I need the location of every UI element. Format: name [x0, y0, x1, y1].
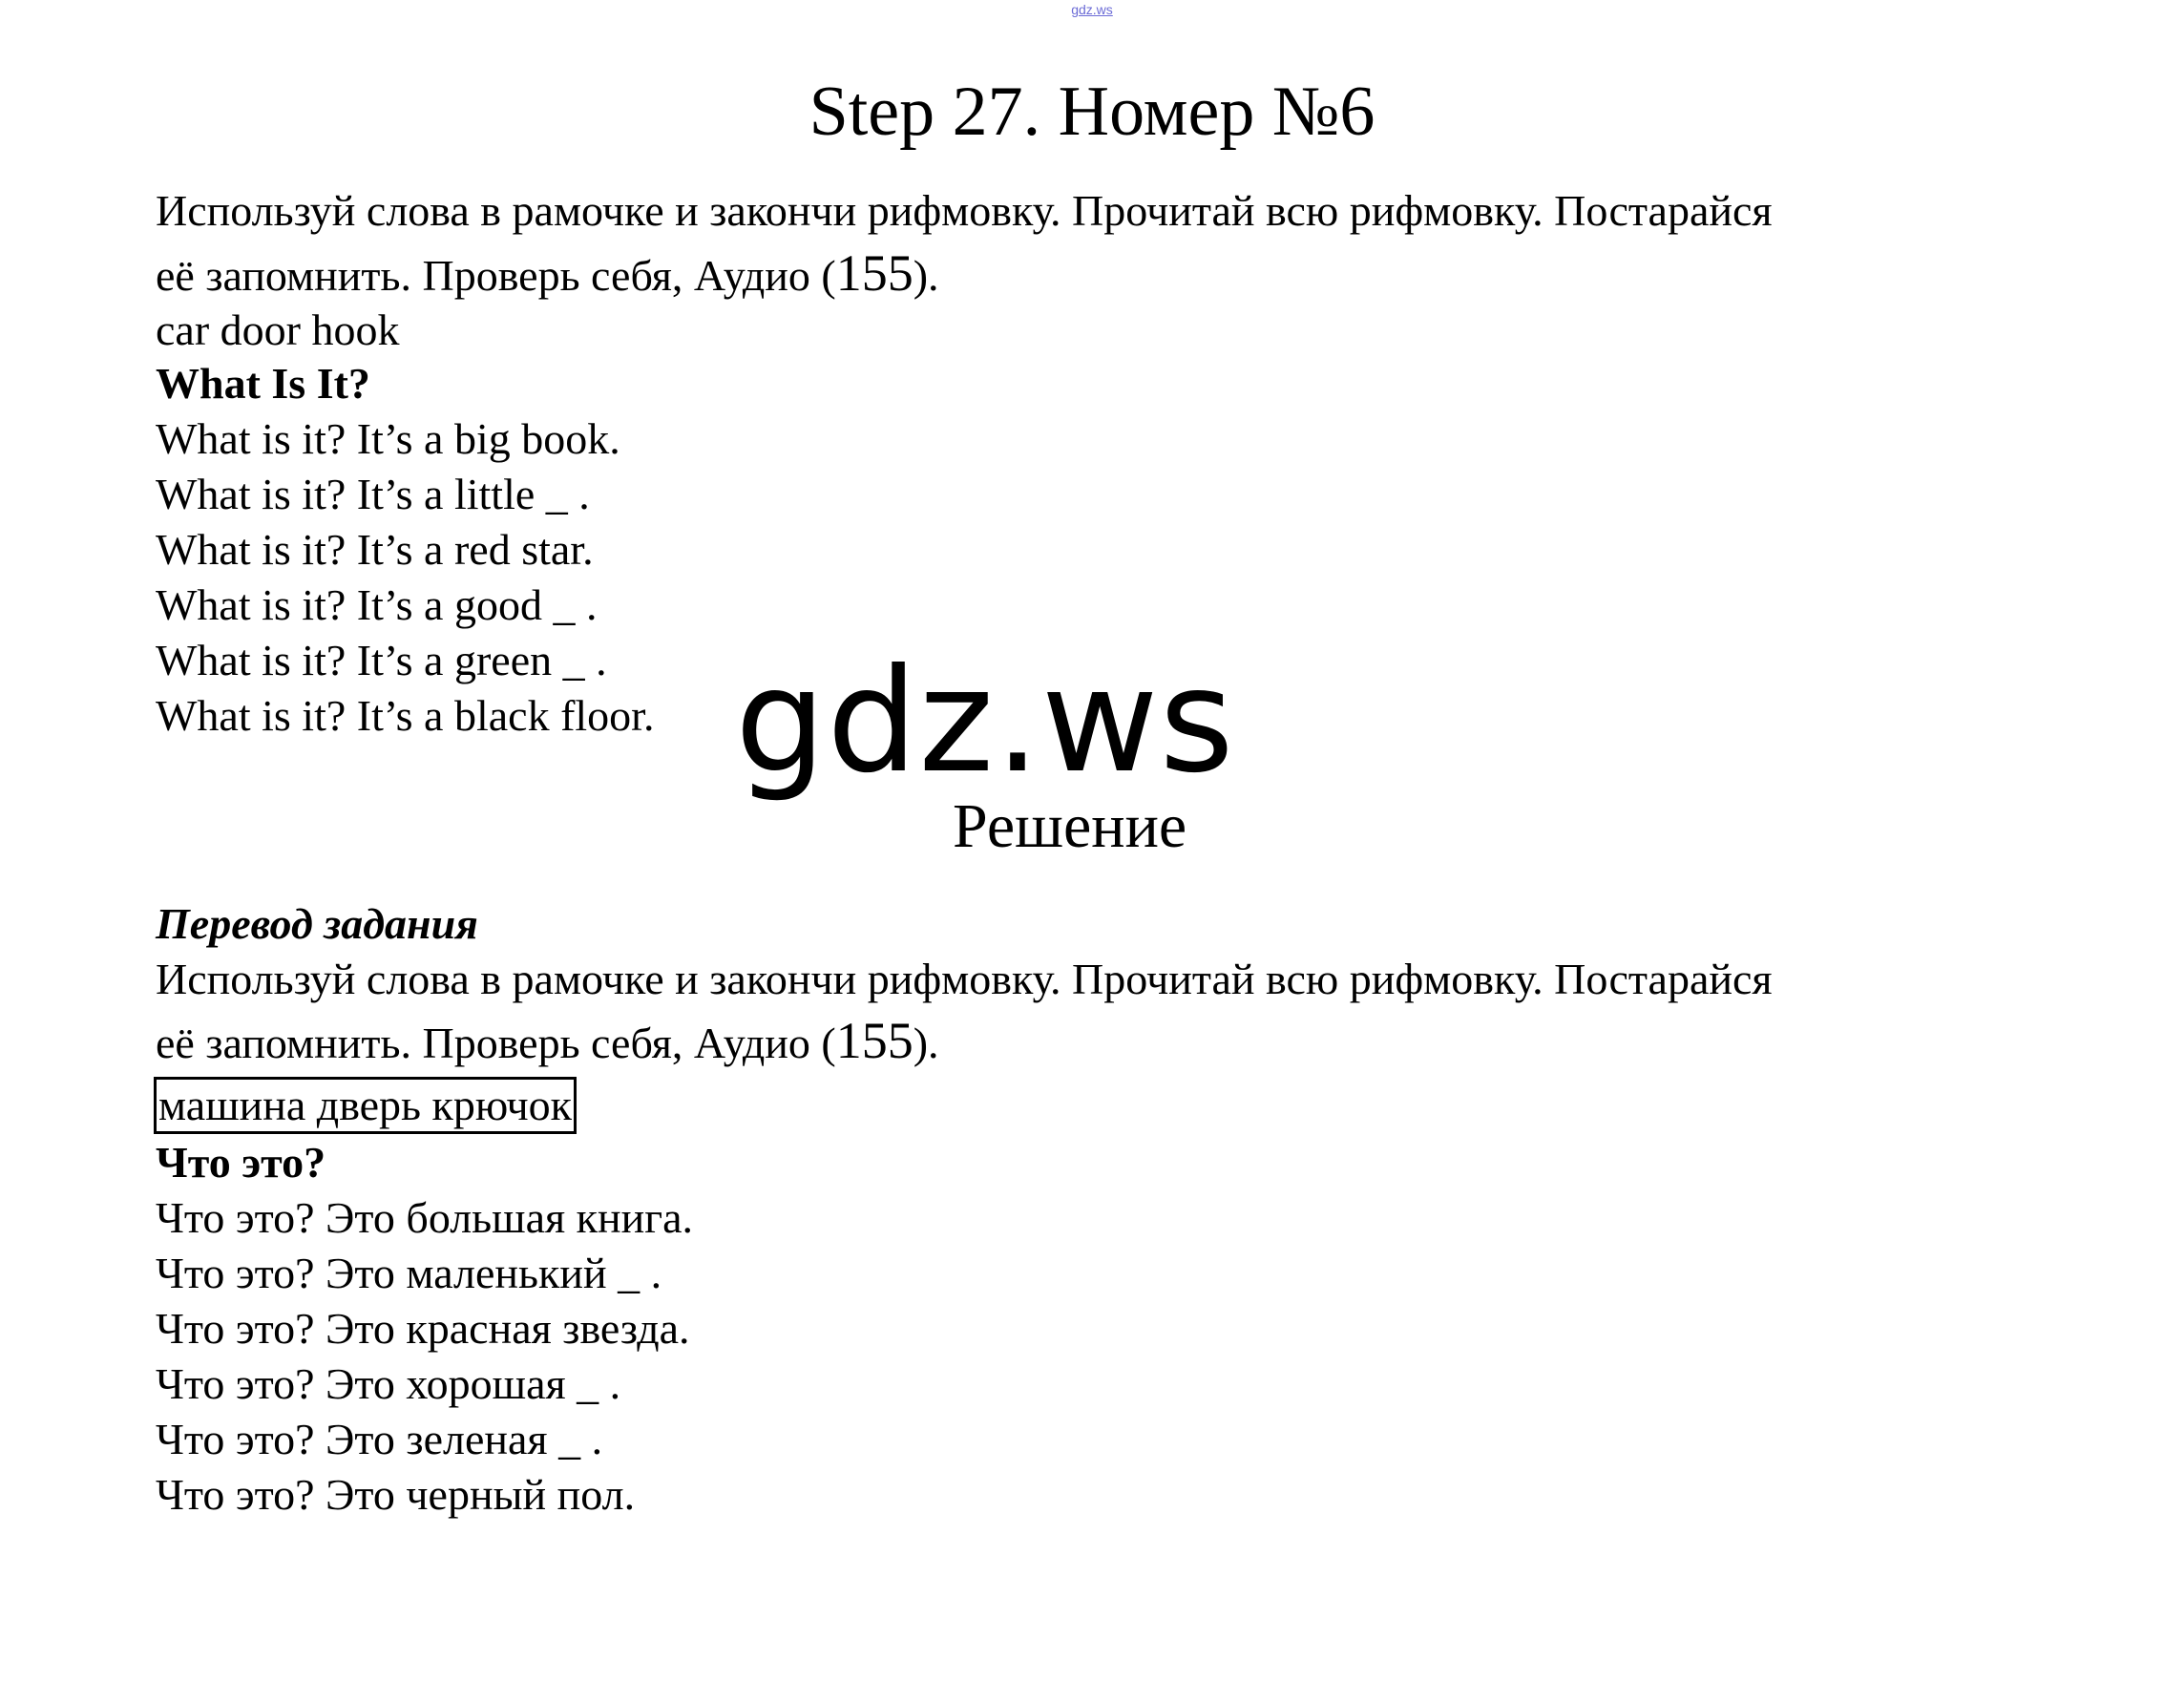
translation-instruction-end: ).	[913, 1019, 939, 1067]
translation-heading: Перевод задания	[156, 899, 478, 948]
page-title: Step 27. Номер №6	[808, 73, 1376, 151]
translation-instruction-text: её запомнить. Проверь себя, Аудио (	[156, 1019, 836, 1067]
word-box-russian: машина дверь крючок	[154, 1077, 577, 1134]
translation-instruction-line-1: Используй слова в рамочке и закончи рифмовку. Прочитай всю рифмовку. Постарайся	[156, 955, 1773, 1003]
poem-line: Что это? Это красная звезда.	[156, 1304, 690, 1353]
poem-line: What is it? It’s a black floor.	[156, 691, 655, 740]
poem-line: Что это? Это большая книга.	[156, 1193, 694, 1242]
poem-line: Что это? Это хорошая _ .	[156, 1359, 621, 1408]
site-watermark: gdz.ws	[735, 639, 1235, 805]
poem-line: What is it? It’s a green _ .	[156, 636, 607, 684]
word-box-english: car door hook	[156, 305, 400, 354]
poem-title-english: What Is It?	[156, 359, 370, 408]
poem-line: What is it? It’s a little _ .	[156, 470, 590, 518]
poem-line: Что это? Это черный пол.	[156, 1470, 636, 1519]
task-instruction-line-2	[156, 246, 939, 303]
translation-instruction-line-2	[156, 1014, 939, 1070]
poem-line: What is it? It’s a red star.	[156, 525, 594, 574]
poem-line: What is it? It’s a good _ .	[156, 580, 598, 629]
top-watermark-link[interactable]: gdz.ws	[1071, 2, 1113, 17]
poem-title-russian: Что это?	[156, 1138, 326, 1187]
audio-number: 155	[835, 1012, 914, 1069]
poem-line: Что это? Это маленький _ .	[156, 1249, 662, 1297]
task-instruction-line-1: Используй слова в рамочке и закончи рифмовку. Прочитай всю рифмовку. Постарайся	[156, 186, 1773, 235]
task-instruction-end: ).	[913, 251, 939, 300]
task-instruction-text: её запомнить. Проверь себя, Аудио (	[156, 251, 836, 300]
poem-line: Что это? Это зеленая _ .	[156, 1415, 603, 1463]
word-box-russian-line	[154, 1077, 577, 1134]
poem-line: What is it? It’s a big book.	[156, 414, 620, 463]
audio-number: 155	[835, 244, 914, 302]
solution-heading: Решение	[953, 791, 1187, 861]
